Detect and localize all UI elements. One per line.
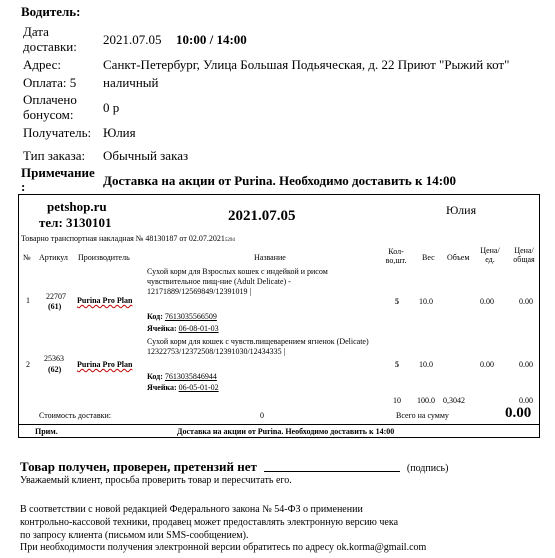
shop-name: petshop.ru bbox=[47, 199, 107, 214]
total-price: 0.00 bbox=[519, 396, 533, 405]
row2-cell: Ячейка: 06-05-01-02 bbox=[147, 383, 219, 392]
row2-article: 25363 bbox=[44, 354, 64, 363]
payment-label: Оплата: 5 bbox=[23, 75, 77, 90]
row2-num: 2 bbox=[26, 360, 30, 369]
recipient-label: Получатель: bbox=[23, 125, 92, 140]
row1-code: Код: 7613035566509 bbox=[147, 312, 217, 321]
col-price-total: Цена/ общая bbox=[513, 246, 535, 264]
invoice-note-label: Прим. bbox=[35, 427, 58, 436]
col-volume: Объем bbox=[447, 253, 470, 262]
received-line: Товар получен, проверен, претензий нет (подпись) bbox=[20, 459, 449, 474]
invoice-date: 2021.07.05 bbox=[228, 208, 296, 224]
row1-maker: Purina Pro Plan bbox=[77, 296, 133, 305]
law-line4: При необходимости получения электронной версии обратитесь по адресу ok.korma@gmail.com bbox=[20, 542, 427, 553]
row2-qty: 5 bbox=[395, 360, 399, 369]
note-label: Примечание : bbox=[21, 165, 95, 194]
row2-price-total: 0.00 bbox=[519, 360, 533, 369]
col-article: Артикул bbox=[39, 253, 68, 262]
col-name: Название bbox=[254, 253, 286, 262]
date-label: Дата доставки: bbox=[23, 24, 77, 54]
row2-name: Сухой корм для кошек с чувств.пищеварением ягненок (Delicate) 12322753/12372508/12391030/12434335 | bbox=[147, 337, 369, 356]
col-weight: Вес bbox=[422, 253, 435, 262]
signature-line bbox=[264, 471, 400, 472]
order-type-value: Обычный заказ bbox=[103, 148, 189, 163]
recipient-value: Юлия bbox=[103, 125, 136, 140]
total-label: Всего на сумму bbox=[396, 411, 449, 420]
col-qty: Кол-во,шт. bbox=[385, 247, 407, 265]
total-volume: 0,3042 bbox=[443, 396, 465, 405]
delivery-cost-label: Стоимость доставки: bbox=[39, 411, 111, 420]
col-num: № bbox=[23, 253, 31, 262]
invoice-customer: Юлия bbox=[446, 203, 477, 217]
address-value: Санкт-Петербург, Улица Большая Подьяческая, д. 22 Приют "Рыжий кот" bbox=[103, 57, 510, 72]
row1-article: 22707 bbox=[46, 292, 66, 301]
invoice-box bbox=[18, 194, 540, 438]
row1-num: 1 bbox=[26, 296, 30, 305]
row1-price-total: 0.00 bbox=[519, 297, 533, 306]
bonus-label: Оплачено бонусом: bbox=[23, 92, 77, 122]
row1-name: Сухой корм для Взрослых кошек с индейкой и рисом чувствительное пищ-ние (Adult Delicate) - 12171889/12569849/12391019 | bbox=[147, 267, 328, 296]
law-line2: контрольно-кассовой техники, продавец может предоставлять электронную версию чека bbox=[20, 517, 399, 528]
row1-weight: 10.0 bbox=[419, 297, 433, 306]
row1-article-sub: (61) bbox=[48, 302, 62, 311]
invoice-note-value: Доставка на акции от Purina. Необходимо доставить к 14:00 bbox=[177, 427, 395, 436]
delivery-cost-value: 0 bbox=[260, 411, 264, 420]
note-value: Доставка на акции от Purina. Необходимо доставить к 14:00 bbox=[103, 173, 457, 188]
law-line1: В соответствии с новой редакцией Федерального закона № 54-ФЗ о применении bbox=[20, 504, 363, 515]
row1-qty: 5 bbox=[395, 297, 399, 306]
row2-maker: Purina Pro Plan bbox=[77, 360, 133, 369]
col-price-unit: Цена/ ед. bbox=[480, 246, 500, 264]
row2-article-sub: (62) bbox=[48, 365, 62, 374]
total-qty: 10 bbox=[393, 396, 401, 405]
date-value: 2021.07.05 bbox=[103, 32, 162, 47]
col-maker: Производитель bbox=[78, 253, 130, 262]
driver-title: Водитель: bbox=[21, 4, 81, 19]
row2-weight: 10.0 bbox=[419, 360, 433, 369]
row1-cell: Ячейка: 06-08-01-03 bbox=[147, 324, 219, 333]
law-line3: по запросу клиента (письмом или SMS-сообщением). bbox=[20, 530, 249, 541]
payment-value: наличный bbox=[103, 75, 159, 90]
row2-code: Код: 7613035846944 bbox=[147, 372, 217, 381]
note-divider bbox=[19, 424, 539, 425]
dear-client: Уважаемый клиент, просьба проверить товар и пересчитать его. bbox=[20, 475, 292, 486]
shop-phone: тел: 3130101 bbox=[39, 215, 112, 230]
waybill: Товарно транспортная накладная № 48130187 от 02.07.20215294 bbox=[21, 234, 235, 243]
total-value: 0.00 bbox=[505, 405, 532, 421]
bonus-value: 0 р bbox=[103, 100, 120, 115]
time-value: 10:00 / 14:00 bbox=[176, 32, 247, 47]
order-type-label: Тип заказа: bbox=[23, 148, 86, 163]
total-weight: 100.0 bbox=[417, 396, 435, 405]
address-label: Адрес: bbox=[23, 57, 61, 72]
row2-price-unit: 0.00 bbox=[480, 360, 494, 369]
row1-price-unit: 0.00 bbox=[480, 297, 494, 306]
